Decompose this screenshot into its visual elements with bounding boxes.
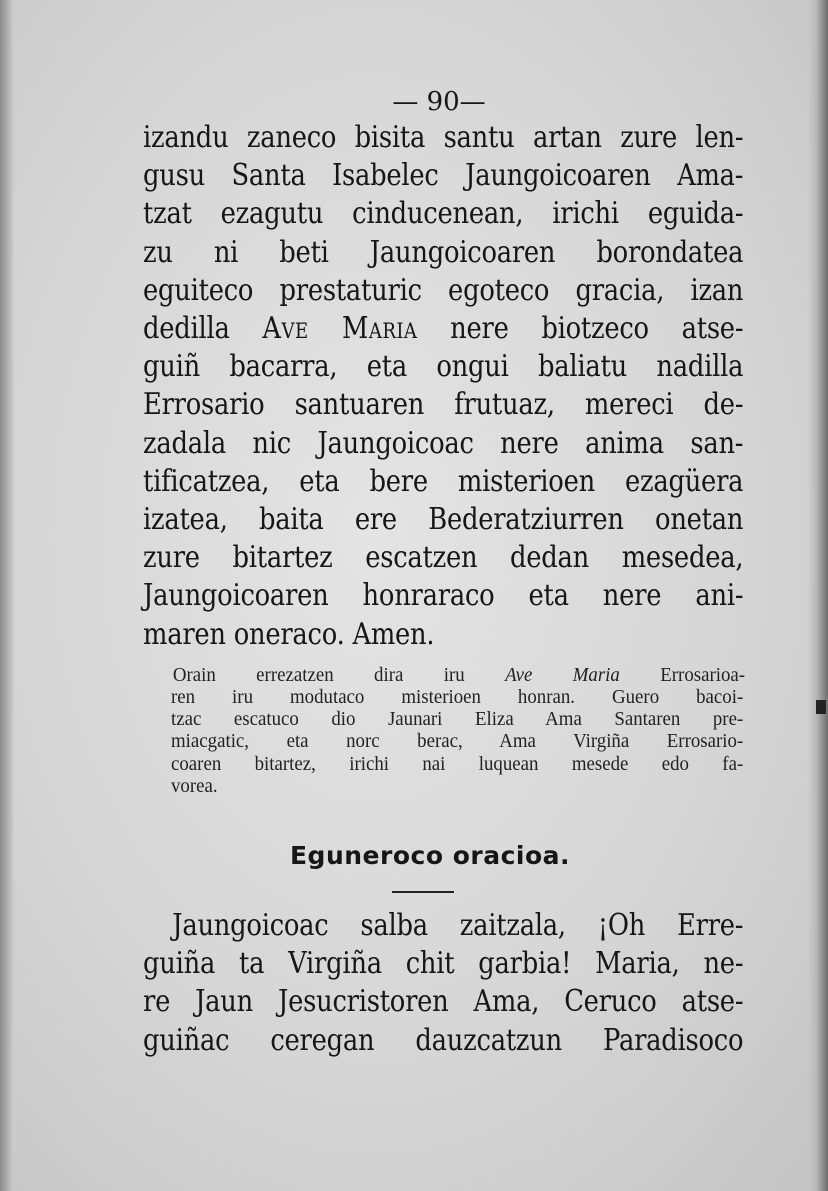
text-line <box>143 310 743 348</box>
paragraph-1 <box>143 119 743 654</box>
rubric-line: coaren bitartez, irichi nai luquean mesede edo fa- <box>171 752 744 775</box>
text-line: tificatzea, eta bere misterioen ezagüera <box>143 463 744 499</box>
section-title: Eguneroco oracioa. <box>289 841 571 871</box>
text-line: guiña ta Virgiña chit garbia! Maria, ne- <box>143 946 744 982</box>
page-left-edge <box>0 0 14 1191</box>
text-line: guiñac ceregan dauzcatzun Paradisoco <box>143 1022 744 1058</box>
text-line: zu ni beti Jaungoicoaren borondatea <box>143 234 744 270</box>
text-line: maren oneraco. Amen. <box>143 616 435 652</box>
text-line: Jaungoicoac salba zaitzala, ¡Oh Erre- <box>172 908 744 944</box>
text-line: gusu Santa Isabelec Jaungoicoaren Ama- <box>143 158 744 194</box>
text-fragment: Errosarioa- <box>660 663 746 686</box>
text-line: izandu zaneco bisita santu artan zure len- <box>143 120 744 155</box>
page-number: — 90— <box>392 87 486 117</box>
divider-rule <box>392 891 454 893</box>
text-line: izatea, baita ere Bederatziurren onetan <box>143 502 744 538</box>
rubric-line: miacgatic, eta norc berac, Ama Virgiña Errosario- <box>171 730 744 753</box>
text-line: zadala nic Jaungoicoac nere anima san- <box>143 425 744 461</box>
page-right-edge <box>808 0 828 1191</box>
text-fragment: dedilla <box>143 311 230 347</box>
rubric-note <box>171 663 746 797</box>
text-line: guiñ bacarra, eta ongui baliatu nadilla <box>143 349 744 385</box>
rubric-line <box>171 664 745 686</box>
prayer-paragraph <box>143 907 743 1060</box>
text-fragment: nere biotzeco atse- <box>450 311 744 347</box>
page-content <box>143 85 746 1060</box>
rubric-line: tzac escatuco dio Jaunari Eliza Ama Santaren pre- <box>171 708 744 731</box>
text-line: Jaungoicoaren honraraco eta nere ani- <box>143 578 744 614</box>
text-line: zure bitartez escatzen dedan mesedea, <box>143 540 744 576</box>
text-line: re Jaun Jesucristoren Ama, Ceruco atse- <box>143 984 744 1020</box>
text-line: tzat ezagutu cinducenean, irichi eguida- <box>143 196 744 232</box>
page-edge-mark <box>816 700 826 714</box>
rubric-line: ren iru modutaco misterioen honran. Guero bacoi- <box>171 686 744 709</box>
rubric-line: vorea. <box>171 774 218 797</box>
text-line: eguiteco prestaturic egoteco gracia, izan <box>143 272 744 308</box>
text-line: Errosario santuaren frutuaz, mereci de- <box>143 387 744 423</box>
rubric-italic: Ave Maria <box>505 663 620 686</box>
text-fragment: Orain errezatzen dira iru <box>172 663 465 686</box>
ave-maria-smallcaps: Ave Maria <box>262 311 418 347</box>
